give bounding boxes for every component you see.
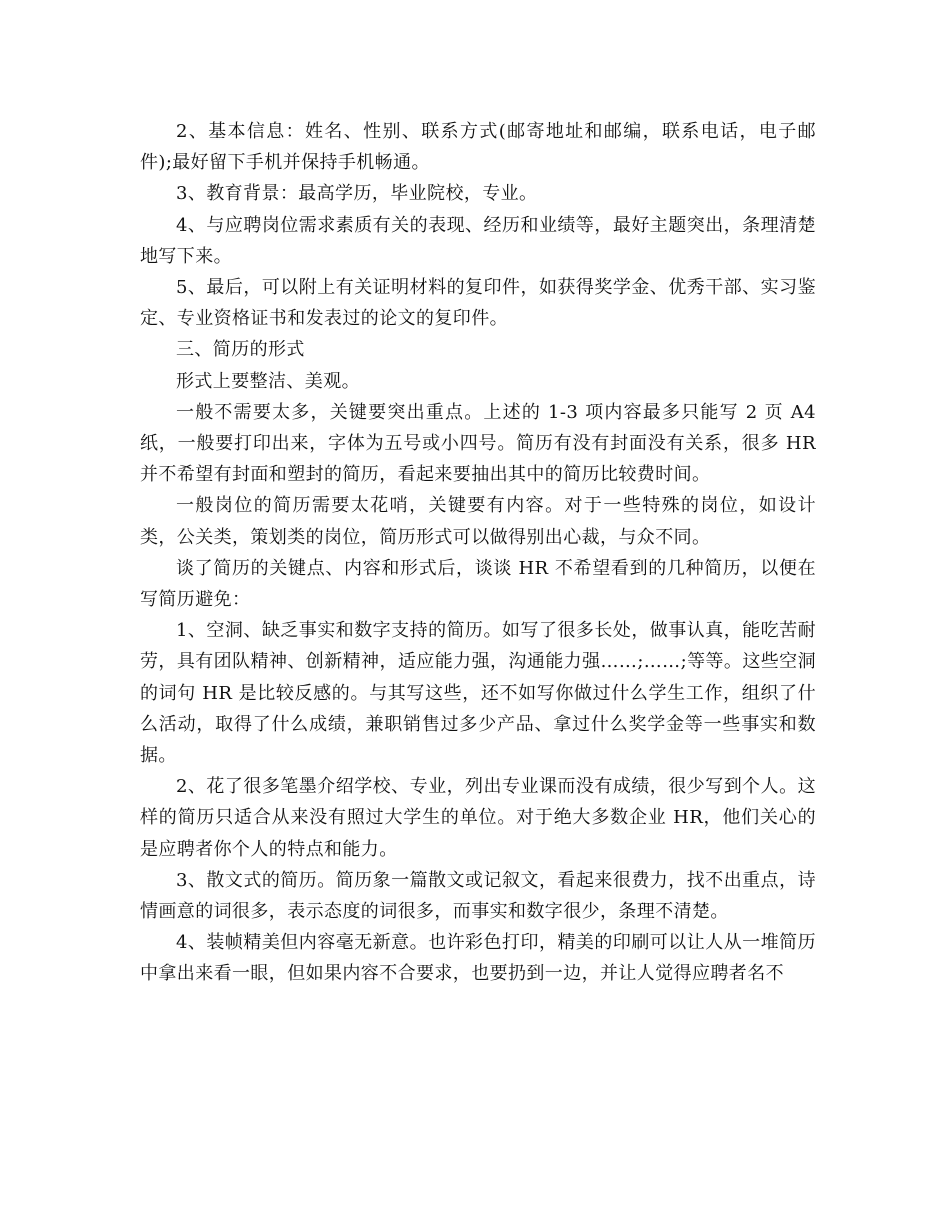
paragraph-prose-resume: 3、散文式的简历。简历象一篇散文或记叙文，看起来很费力，找不出重点，诗情画意的词很多，表示态度的词很多，而事实和数字很少，条理不清楚。 (140, 869, 816, 923)
paragraph-education: 3、教育背景：最高学历，毕业院校，专业。 (176, 183, 538, 205)
paragraph-school-focus: 2、花了很多笔墨介绍学校、专业，列出专业课而没有成绩，很少写到个人。这样的简历只适合从来没有照过大学生的单位。对于绝大多数企业 HR，他们关心的是应聘者你个人的特点和能力。 (140, 776, 816, 860)
paragraph-empty-resume: 1、空洞、缺乏事实和数字支持的简历。如写了很多长处，做事认真，能吃苦耐劳，具有团队精神、创新精神，适应能力强，沟通能力强……;……;等等。这些空洞的词句 HR 是比较反感的。与其写这些，还不如写你做过什么学生工作，组织了什么活动，取得了什么成绩，兼职销售过多少产品、拿过什么奖学金等一些事实和数据。 (140, 620, 816, 767)
paragraph-performance: 4、与应聘岗位需求素质有关的表现、经历和业绩等，最好主题突出，条理清楚地写下来。 (140, 214, 816, 267)
paragraph-fancy-binding: 4、装帧精美但内容毫无新意。也许彩色打印，精美的印刷可以让人从一堆简历中拿出来看一眼，但如果内容不合要求，也要扔到一边，并让人觉得应聘者名不 (140, 932, 816, 985)
section-heading-resume-format: 三、简历的形式 (176, 339, 305, 361)
paragraph-special-positions: 一般岗位的简历需要太花哨，关键要有内容。对于一些特殊的岗位，如设计类，公关类，策划类的岗位，简历形式可以做得别出心裁，与众不同。 (140, 495, 816, 548)
paragraph-length: 一般不需要太多，关键要突出重点。上述的 1-3 项内容最多只能写 2 页 A4 纸，一般要打印出来，字体为五号或小四号。简历有没有封面没有关系，很多 HR 并不希望有封面和塑封的简历，看起来要抽出其中的简历比较费时间。 (140, 401, 816, 486)
paragraph-basic-info: 2、基本信息：姓名、性别、联系方式(邮寄地址和邮编，联系电话，电子邮件);最好留下手机并保持手机畅通。 (140, 121, 816, 174)
document-body (140, 116, 816, 990)
paragraph-format-neat: 形式上要整洁、美观。 (176, 370, 360, 392)
paragraph-hr-dislikes-intro: 谈了简历的关键点、内容和形式后，谈谈 HR 不希望看到的几种简历，以便在写简历避免： (140, 557, 816, 611)
paragraph-attachments: 5、最后，可以附上有关证明材料的复印件，如获得奖学金、优秀干部、实习鉴定、专业资格证书和发表过的论文的复印件。 (140, 277, 816, 330)
